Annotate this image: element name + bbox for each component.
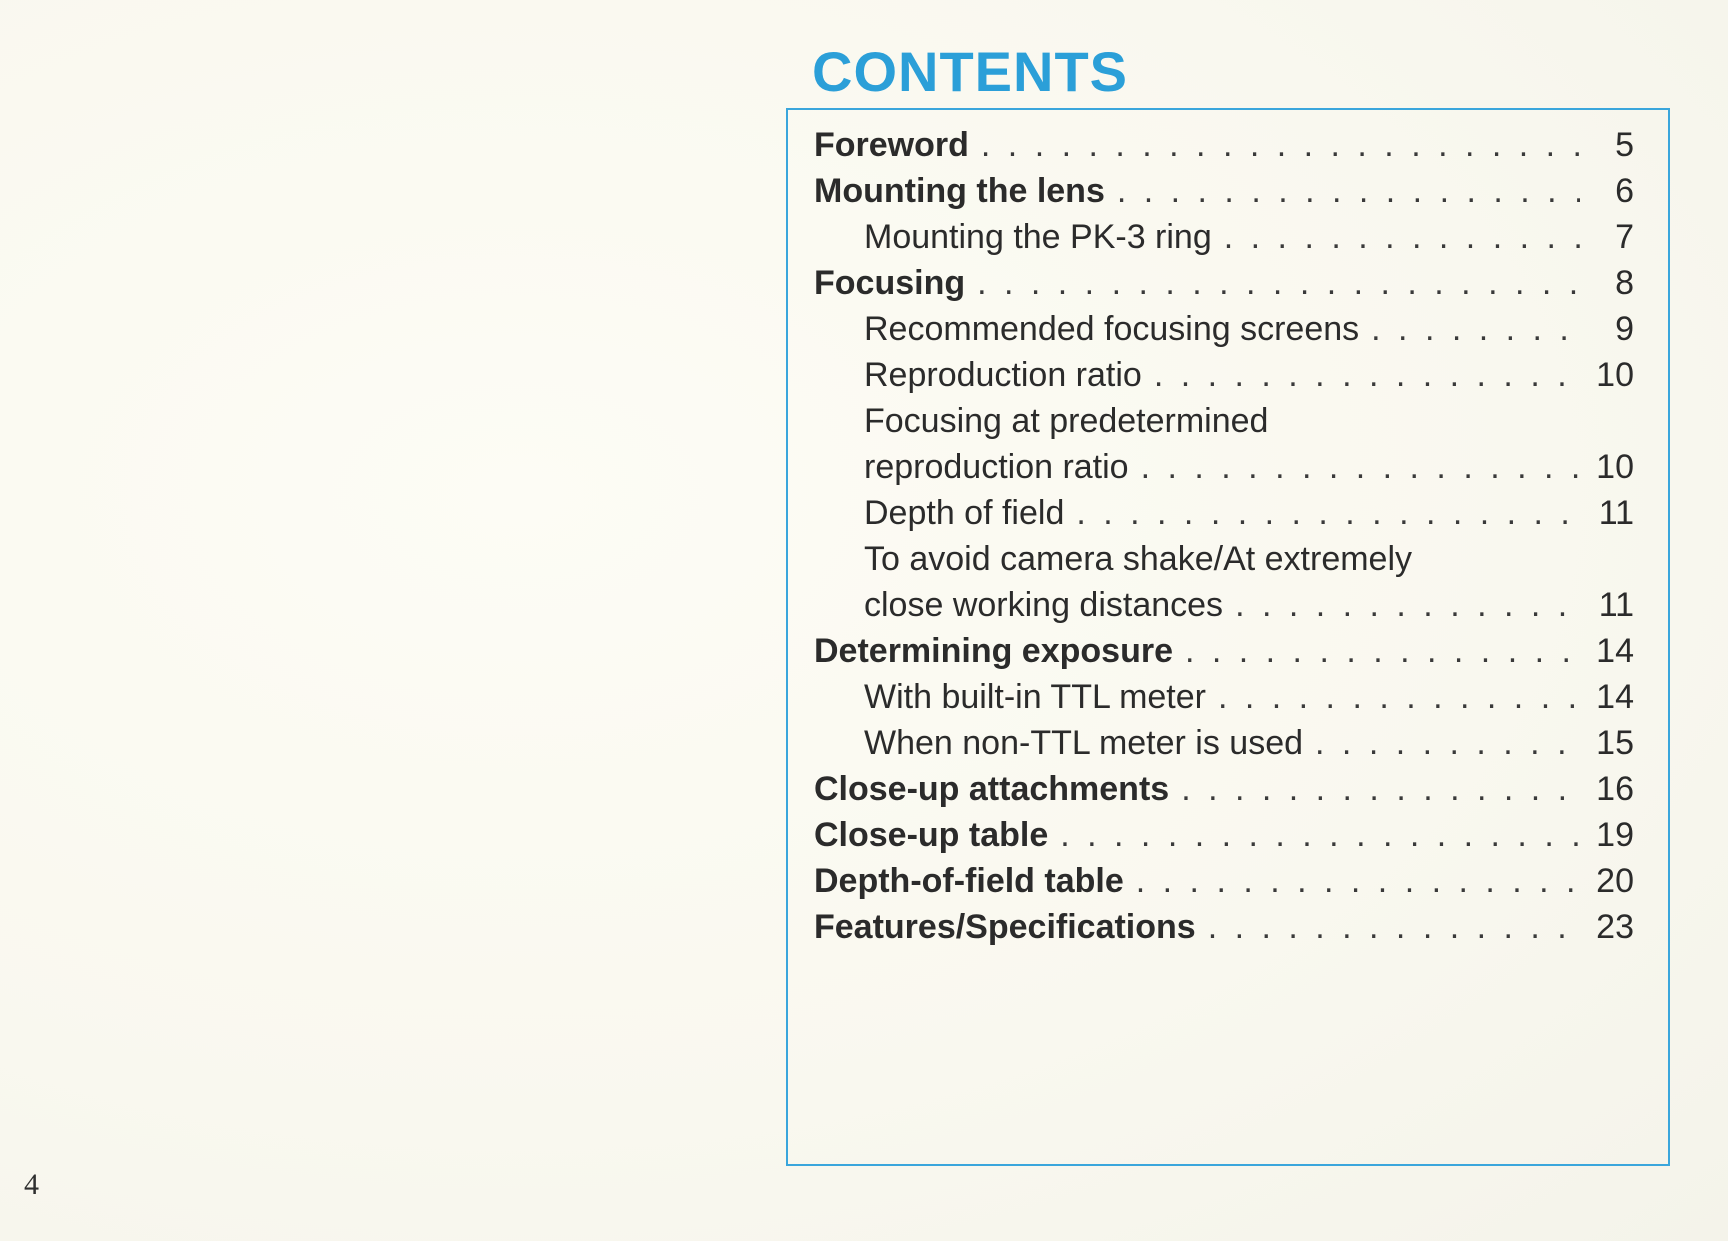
toc-entry: [814, 352, 1634, 398]
toc-entry: [814, 444, 1634, 490]
toc-entry-label: With built-in TTL meter: [864, 678, 1206, 716]
toc-dot-leader: [977, 260, 1580, 306]
toc-entry-page: 19: [1596, 816, 1634, 854]
toc-entry-page: 6: [1615, 172, 1634, 210]
toc-entry: [814, 904, 1634, 950]
toc-entry: [814, 674, 1634, 720]
toc-entry-page: 15: [1596, 724, 1634, 762]
toc-dot-leader: [1136, 858, 1580, 904]
toc-entry: [814, 122, 1634, 168]
toc-entry-label: Features/Specifications: [814, 908, 1196, 946]
toc-dot-leader: [1117, 168, 1580, 214]
toc-dot-leader: [1076, 490, 1580, 536]
toc-entry-label: Close-up table: [814, 816, 1049, 854]
toc-dot-leader: [1185, 628, 1580, 674]
toc-dot-leader: [1371, 306, 1580, 352]
toc-entry-page: 16: [1596, 770, 1634, 808]
toc-entry: [814, 306, 1634, 352]
toc-entry: [814, 398, 1634, 444]
toc-entry-page: 9: [1615, 310, 1634, 348]
toc-entry-page: 14: [1596, 678, 1634, 716]
toc-entry-page: 20: [1596, 862, 1634, 900]
toc-entry-label: reproduction ratio: [864, 448, 1129, 486]
page-title: CONTENTS: [812, 40, 1128, 103]
toc-entry: [814, 214, 1634, 260]
toc-entry-label: Focusing: [814, 264, 966, 302]
toc-entry: [814, 766, 1634, 812]
toc-entry: [814, 260, 1634, 306]
toc-entry: [814, 812, 1634, 858]
toc-entry: [814, 490, 1634, 536]
page-number: 4: [24, 1168, 39, 1201]
toc-entry-page: 14: [1596, 632, 1634, 670]
toc-entry-label: Depth of field: [864, 494, 1065, 532]
toc-entry-label: Determining exposure: [814, 632, 1173, 670]
toc-entry-page: 5: [1615, 126, 1634, 164]
toc-dot-leader: [1060, 812, 1580, 858]
toc-dot-leader: [1235, 582, 1580, 628]
toc-entry: [814, 168, 1634, 214]
toc-dot-leader: [1208, 904, 1580, 950]
toc-entry-label: Mounting the PK-3 ring: [864, 218, 1212, 256]
toc-entry: [814, 582, 1634, 628]
toc-dot-leader: [1315, 720, 1580, 766]
toc-entry: [814, 720, 1634, 766]
toc-entry-label: To avoid camera shake/At extremely: [864, 540, 1413, 578]
toc-entry-page: 7: [1615, 218, 1634, 256]
toc-entry: [814, 536, 1634, 582]
toc-entry: [814, 628, 1634, 674]
toc-dot-leader: [1224, 214, 1580, 260]
toc-entry-page: 23: [1596, 908, 1634, 946]
toc-list: [814, 122, 1634, 950]
toc-dot-leader: [981, 122, 1580, 168]
toc-entry-label: Mounting the lens: [814, 172, 1105, 210]
toc-entry-label: When non-TTL meter is used: [864, 724, 1304, 762]
toc-dot-leader: [1154, 352, 1580, 398]
toc-entry-label: Focusing at predetermined: [864, 402, 1269, 440]
toc-entry-label: Close-up attachments: [814, 770, 1170, 808]
toc-entry-label: Depth-of-field table: [814, 862, 1124, 900]
toc-entry-label: close working distances: [864, 586, 1224, 624]
toc-frame: [786, 108, 1670, 1166]
toc-entry-label: Foreword: [814, 126, 969, 164]
toc-entry-page: 11: [1598, 586, 1634, 624]
toc-dot-leader: [1218, 674, 1580, 720]
toc-entry-page: 11: [1598, 494, 1634, 532]
toc-entry: [814, 858, 1634, 904]
toc-entry-page: 10: [1596, 356, 1634, 394]
toc-entry-label: Recommended focusing screens: [864, 310, 1360, 348]
toc-entry-page: 10: [1596, 448, 1634, 486]
toc-entry-label: Reproduction ratio: [864, 356, 1142, 394]
toc-dot-leader: [1141, 444, 1580, 490]
toc-dot-leader: [1181, 766, 1580, 812]
toc-entry-page: 8: [1615, 264, 1634, 302]
